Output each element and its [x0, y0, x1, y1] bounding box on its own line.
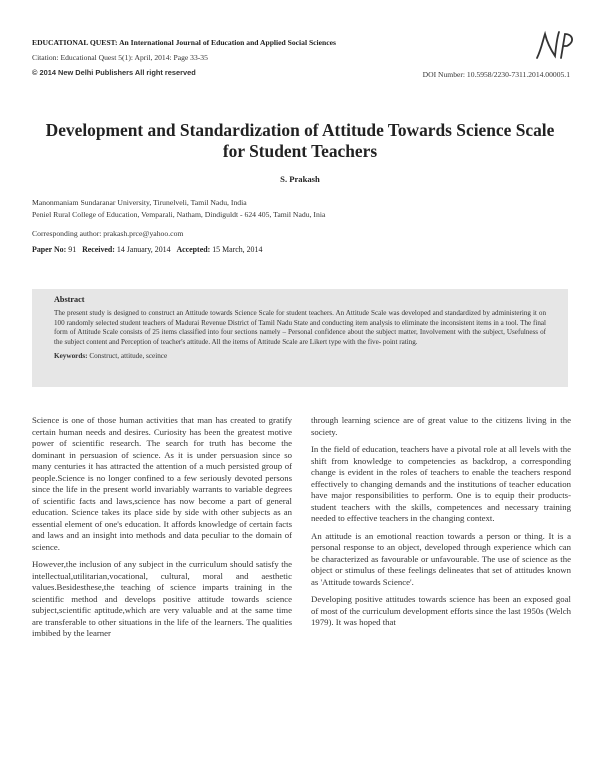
received-label: Received: — [82, 245, 115, 254]
received-date: 14 January, 2014 — [116, 245, 171, 254]
body-paragraph: In the field of education, teachers have a pivotal role at all levels with the shift from knowledge to competencies as backdrop, a corresponding change is evident in the roles of teachers to enable the teachers respond effectively to changing demands and the institutions of teacher education have major responsibilities to perform. One is to equip their products-student teachers with the skills, competences and necessary training needed to effective teachers in the changing context. — [311, 444, 571, 523]
author-name: S. Prakash — [280, 174, 320, 184]
journal-name: EDUCATIONAL QUEST: An International Journal of Education and Applied Social Sciences — [32, 38, 336, 47]
keywords — [54, 352, 546, 360]
paper-title: Development and Standardization of Attitude Towards Science Scale for Student Teachers — [45, 120, 555, 161]
paper-info — [32, 245, 262, 254]
paper-no: 91 — [68, 245, 77, 254]
accepted-date: 15 March, 2014 — [212, 245, 263, 254]
citation: Citation: Educational Quest 5(1): April, 2014: Page 33-35 — [32, 53, 208, 62]
abstract-heading: Abstract — [54, 295, 85, 304]
paper-no-label: Paper No: — [32, 245, 67, 254]
affiliation-1: Manonmaniam Sundaranar University, Tirunelveli, Tamil Nadu, India — [32, 198, 247, 207]
keywords-label: Keywords: — [54, 352, 88, 361]
corresponding-author: Corresponding author: prakash.prce@yahoo.com — [32, 229, 184, 238]
body-paragraph: However,the inclusion of any subject in the curriculum should satisfy the intellectual,utilitarian,vocational, cultural, moral and aesthetic values.Besidesthese,the teaching of science imparts training in the scientific method and develops positive attitude towards science subject,scientific aptitude,which are very valuable and at the same time are transferable to other situations in the life of the learners. The qualities imbibed by the learner — [32, 559, 292, 638]
abstract-box — [32, 289, 568, 387]
body-paragraph: through learning science are of great value to the citizens living in the society. — [311, 415, 571, 437]
body-paragraph: Developing positive attitudes towards science has been an exposed goal of most of the curriculum development efforts since the last 1950s (Welch 1979). It was hoped that — [311, 594, 571, 627]
body-paragraph: An attitude is an emotional reaction towards a person or thing. It is a personal response to an object, developed through experience which can be characterized as favourable or unfavourable. The use of science as the object or stimulus of these feelings delineates that set of attitudes known as 'Attitude towards Science'. — [311, 530, 571, 587]
copyright: © 2014 New Delhi Publishers All right reserved — [32, 68, 196, 77]
body-column-right — [311, 415, 571, 635]
abstract-text: The present study is designed to construct an Attitude towards Science Scale for student teachers. An Attitude Scale was developed and standardized by administering it on 100 randomly selected student teachers of Madurai Revenue District of Tamil Nadu State and conducting item analysis to eliminate the inconsistent items in a tool. The final form of Attitude Scale consists of 25 items classified into four sections namely – Personal confidence about the subject matter, Involvement with the subject, Usefulness of the subject content and Perception of teacher's attitude. All the items of Attitude Scale are Likert type with the five- point rating. — [54, 309, 546, 346]
accepted-label: Accepted: — [176, 245, 211, 254]
publisher-logo — [533, 28, 577, 64]
affiliation-2: Peniel Rural College of Education, Vemparali, Natham, Dindiguldt - 624 405, Tamil Nadu, Inia — [32, 210, 326, 219]
doi: DOI Number: 10.5958/2230-7311.2014.00005.1 — [422, 70, 570, 79]
body-paragraph: Science is one of those human activities that man has created to gratify certain human needs and desires. Curiosity has been the greatest motive power of scientific research. The search for truth has become the dominant in persuasion of science. As it is under persuasion since so many centuries it has attracted the attention of a much persisted group of people.Science is no longer confined to a few seriously devoted persons since the life in the present world invariably warrants to variable degrees of scientific facts and laws,science has now become a part of general education. Science takes its place side by side with other subjects as an essential element of one's education. It affords knowledge of certain facts and laws and an insight into methods and data peculiar to the domain of science. — [32, 415, 292, 552]
body-column-left — [32, 415, 292, 646]
keywords-list: Construct, attitude, sceince — [89, 352, 168, 361]
